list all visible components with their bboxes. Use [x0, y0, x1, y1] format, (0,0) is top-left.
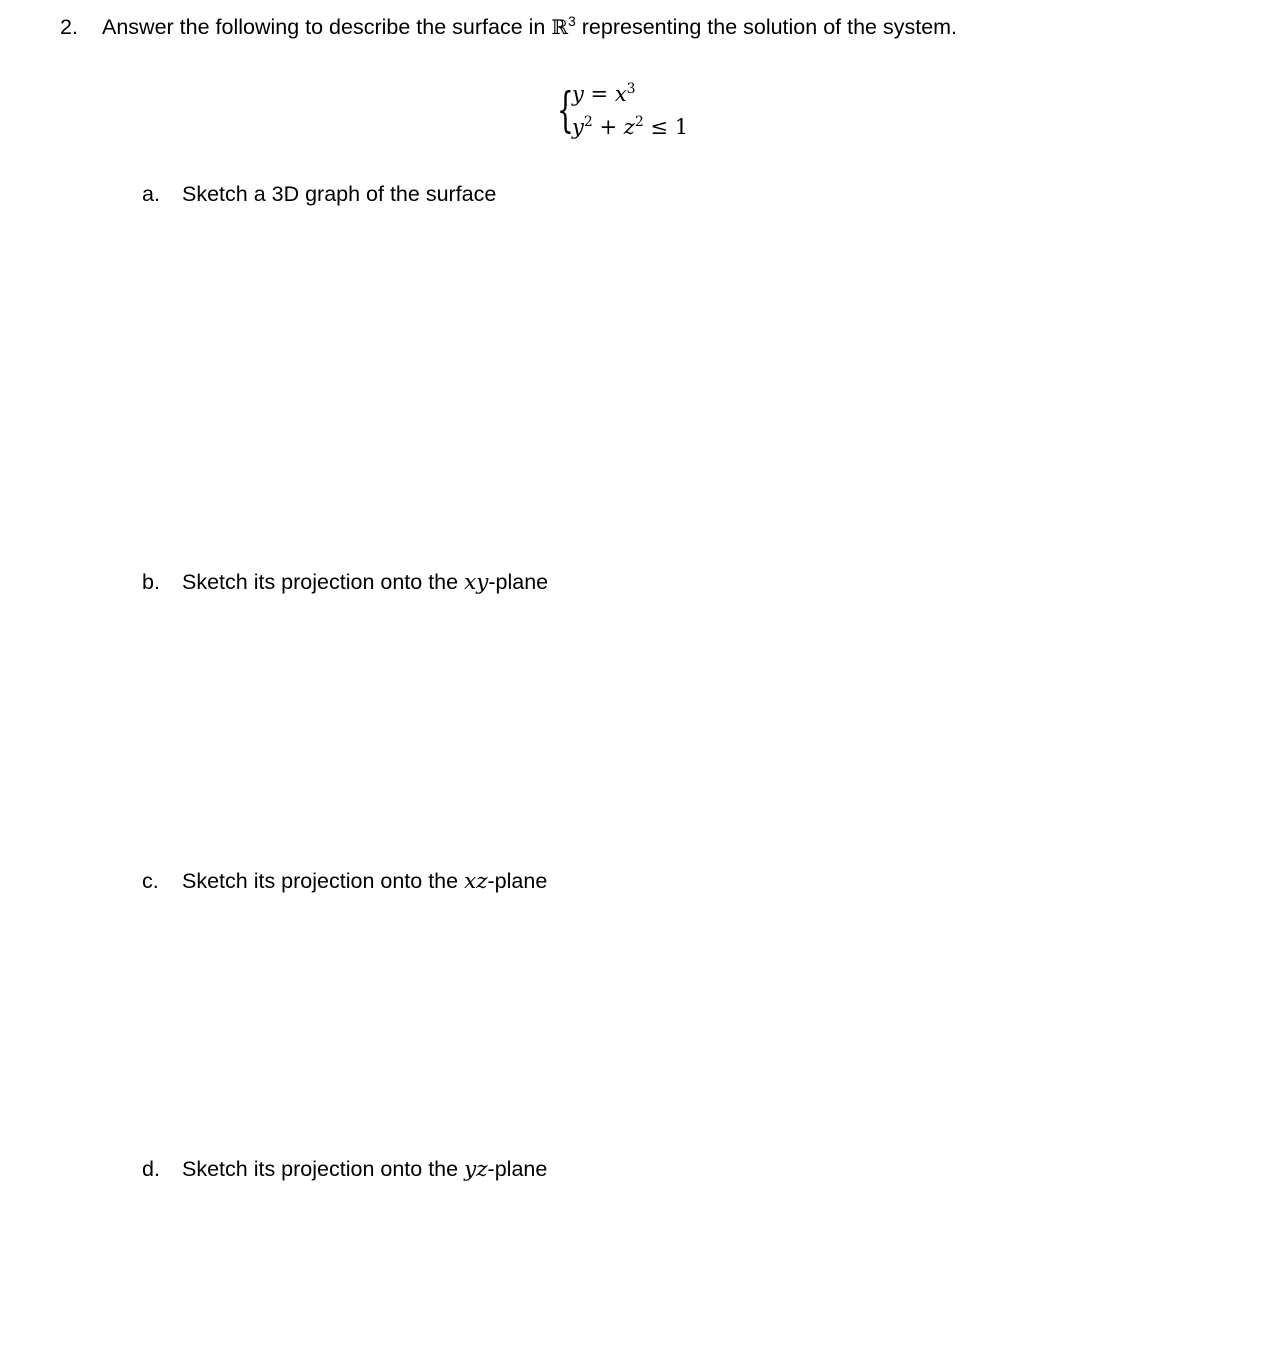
eq2-term-b-exponent: 2	[634, 114, 644, 130]
part-d-text	[182, 1157, 547, 1182]
part-b-text	[182, 570, 548, 595]
eq2-plus: +	[592, 115, 624, 139]
eq1-relation: =	[583, 82, 615, 106]
part-c-prompt: Sketch its projection onto the	[182, 869, 465, 893]
part-c-plane-vars: xz	[464, 869, 488, 894]
eq2-rhs: 1	[674, 115, 689, 139]
part-b-plane-vars: xy	[464, 570, 489, 595]
part-d-prompt: Sketch its projection onto the	[182, 1157, 465, 1181]
eq1-rhs: x	[614, 82, 627, 106]
eq2-term-a-exponent: 2	[583, 114, 593, 130]
part-b-suffix: -plane	[488, 570, 549, 594]
equation-1	[572, 82, 636, 106]
equation-2	[572, 115, 688, 139]
part-d-letter: d.	[142, 1157, 160, 1181]
part-d-suffix: -plane	[487, 1157, 548, 1181]
question-text-after: representing the solution of the system.	[581, 15, 958, 39]
part-a-letter: a.	[142, 182, 160, 206]
eq1-lhs: y	[572, 82, 584, 106]
eq2-term-a: y	[572, 115, 584, 139]
part-c-text	[182, 869, 547, 894]
question-text-before: Answer the following to describe the surface in	[102, 15, 546, 39]
part-c-suffix: -plane	[487, 869, 548, 893]
eq1-exponent: 3	[626, 81, 636, 97]
real-space-exponent: 3	[567, 12, 576, 29]
eq2-term-b: z	[623, 115, 635, 139]
part-b-prompt: Sketch its projection onto the	[182, 570, 465, 594]
system-brace: {	[557, 82, 574, 138]
question-number: 2.	[60, 15, 78, 39]
question-text	[102, 12, 958, 40]
part-d-plane-vars: yz	[464, 1157, 488, 1182]
part-a-text: Sketch a 3D graph of the surface	[182, 182, 497, 206]
eq2-relation: ≤	[643, 115, 675, 139]
part-b-letter: b.	[142, 570, 160, 594]
real-space-symbol: ℝ	[551, 15, 568, 39]
part-c-letter: c.	[142, 869, 159, 893]
